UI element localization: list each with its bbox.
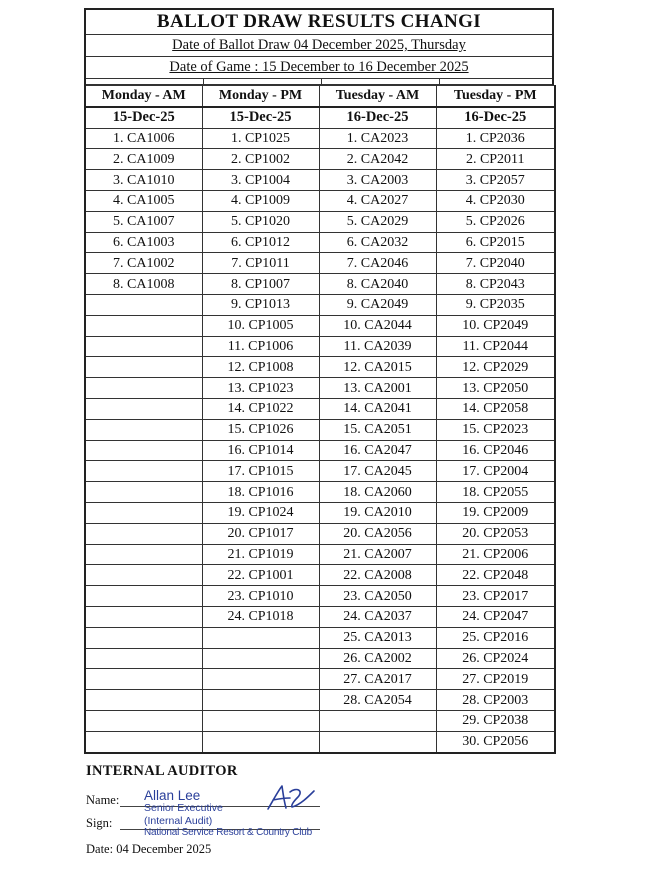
table-cell: 7. CP1011 — [202, 253, 319, 274]
table-cell: 12. CA2015 — [319, 357, 436, 378]
table-row — [85, 336, 555, 357]
table-row — [85, 565, 555, 586]
table-cell: 30. CP2056 — [436, 731, 555, 752]
table-cell — [85, 586, 202, 607]
table-cell: 9. CP1013 — [202, 294, 319, 315]
page-title: BALLOT DRAW RESULTS CHANGI — [86, 10, 552, 35]
table-cell: 13. CP1023 — [202, 378, 319, 399]
col-heading: Tuesday - PM — [436, 86, 555, 107]
table-cell: 15. CP1026 — [202, 419, 319, 440]
table-cell: 28. CA2054 — [319, 690, 436, 711]
table-cell: 25. CA2013 — [319, 627, 436, 648]
table-cell: 23. CA2050 — [319, 586, 436, 607]
table-cell — [202, 627, 319, 648]
table-row — [85, 294, 555, 315]
table-cell: 4. CP1009 — [202, 190, 319, 211]
table-cell: 2. CA1009 — [85, 149, 202, 170]
table-cell: 11. CA2039 — [319, 336, 436, 357]
table-cell: 17. CA2045 — [319, 461, 436, 482]
table-row — [85, 731, 555, 752]
name-label: Name: — [86, 793, 120, 807]
table-cell: 1. CA2023 — [319, 128, 436, 149]
table-cell: 13. CP2050 — [436, 378, 555, 399]
table-row — [85, 648, 555, 669]
table-cell — [85, 398, 202, 419]
table-cell — [85, 357, 202, 378]
col-heading: Tuesday - AM — [319, 86, 436, 107]
table-cell: 6. CP1012 — [202, 232, 319, 253]
table-cell: 8. CA1008 — [85, 274, 202, 295]
table-cell: 28. CP2003 — [436, 690, 555, 711]
table-cell — [85, 482, 202, 503]
col-date: 16-Dec-25 — [436, 107, 555, 128]
table-cell: 12. CP2029 — [436, 357, 555, 378]
table-cell: 13. CA2001 — [319, 378, 436, 399]
table-cell — [202, 690, 319, 711]
table-cell: 20. CA2056 — [319, 523, 436, 544]
table-cell: 16. CA2047 — [319, 440, 436, 461]
table-row — [85, 274, 555, 295]
table-cell: 18. CA2060 — [319, 482, 436, 503]
col-date: 15-Dec-25 — [202, 107, 319, 128]
table-cell: 27. CA2017 — [319, 669, 436, 690]
table-row — [85, 669, 555, 690]
table-cell — [202, 731, 319, 752]
table-cell: 20. CP1017 — [202, 523, 319, 544]
table-cell — [85, 440, 202, 461]
table-row — [85, 398, 555, 419]
table-cell: 15. CP2023 — [436, 419, 555, 440]
table-cell — [85, 336, 202, 357]
table-cell: 1. CP1025 — [202, 128, 319, 149]
table-cell: 17. CP1015 — [202, 461, 319, 482]
table-cell: 4. CA1005 — [85, 190, 202, 211]
table-cell: 21. CP2006 — [436, 544, 555, 565]
table-cell: 2. CP1002 — [202, 149, 319, 170]
results-table — [84, 85, 556, 754]
table-cell: 21. CA2007 — [319, 544, 436, 565]
table-cell — [85, 315, 202, 336]
table-cell: 17. CP2004 — [436, 461, 555, 482]
table-row — [85, 232, 555, 253]
table-cell — [85, 523, 202, 544]
table-cell: 14. CP2058 — [436, 398, 555, 419]
table-cell — [85, 544, 202, 565]
table-cell — [85, 710, 202, 731]
table-row — [85, 170, 555, 191]
table-cell: 20. CP2053 — [436, 523, 555, 544]
table-cell: 18. CP1016 — [202, 482, 319, 503]
table-cell: 16. CP2046 — [436, 440, 555, 461]
table-cell: 3. CP1004 — [202, 170, 319, 191]
table-row — [85, 190, 555, 211]
column-dates — [85, 107, 555, 128]
table-cell: 11. CP1006 — [202, 336, 319, 357]
table-cell — [85, 419, 202, 440]
table-cell: 7. CA2046 — [319, 253, 436, 274]
table-cell — [85, 565, 202, 586]
table-cell: 26. CP2024 — [436, 648, 555, 669]
table-cell: 24. CP1018 — [202, 606, 319, 627]
table-cell: 22. CA2008 — [319, 565, 436, 586]
table-row — [85, 378, 555, 399]
table-cell: 6. CP2015 — [436, 232, 555, 253]
table-row — [85, 461, 555, 482]
table-cell: 8. CA2040 — [319, 274, 436, 295]
table-row — [85, 253, 555, 274]
table-cell: 29. CP2038 — [436, 710, 555, 731]
stamp-dept: (Internal Audit) — [144, 815, 213, 827]
table-row — [85, 357, 555, 378]
table-cell: 5. CP1020 — [202, 211, 319, 232]
table-cell: 10. CA2044 — [319, 315, 436, 336]
results-body — [85, 128, 555, 752]
header-box — [84, 8, 554, 85]
table-cell — [202, 669, 319, 690]
table-cell — [85, 378, 202, 399]
table-cell: 4. CP2030 — [436, 190, 555, 211]
table-cell: 19. CP1024 — [202, 502, 319, 523]
sign-label: Sign: — [86, 816, 113, 830]
table-row — [85, 544, 555, 565]
table-cell: 2. CP2011 — [436, 149, 555, 170]
table-row — [85, 211, 555, 232]
table-row — [85, 690, 555, 711]
table-cell: 7. CP2040 — [436, 253, 555, 274]
table-cell: 8. CP1007 — [202, 274, 319, 295]
table-row — [85, 523, 555, 544]
column-headings — [85, 86, 555, 107]
table-row — [85, 419, 555, 440]
table-cell: 22. CP2048 — [436, 565, 555, 586]
col-date: 15-Dec-25 — [85, 107, 202, 128]
table-cell: 18. CP2055 — [436, 482, 555, 503]
table-cell: 3. CP2057 — [436, 170, 555, 191]
table-cell: 24. CA2037 — [319, 606, 436, 627]
stamp-name: Allan Lee — [144, 788, 201, 803]
table-cell: 15. CA2051 — [319, 419, 436, 440]
table-cell: 25. CP2016 — [436, 627, 555, 648]
auditor-heading: INTERNAL AUDITOR — [86, 763, 238, 779]
stamp-org: National Service Resort & Country Club — [144, 827, 313, 838]
table-cell: 24. CP2047 — [436, 606, 555, 627]
table-cell: 19. CA2010 — [319, 502, 436, 523]
table-cell — [85, 502, 202, 523]
signature-mark — [264, 783, 324, 813]
table-cell: 2. CA2042 — [319, 149, 436, 170]
table-row — [85, 710, 555, 731]
table-cell: 3. CA2003 — [319, 170, 436, 191]
table-row — [85, 606, 555, 627]
table-cell: 12. CP1008 — [202, 357, 319, 378]
table-cell — [319, 710, 436, 731]
draw-date: Date of Ballot Draw 04 December 2025, Thursday — [86, 35, 552, 57]
table-cell: 6. CA1003 — [85, 232, 202, 253]
table-cell — [85, 294, 202, 315]
table-cell: 11. CP2044 — [436, 336, 555, 357]
table-cell: 23. CP2017 — [436, 586, 555, 607]
table-cell: 9. CA2049 — [319, 294, 436, 315]
table-cell: 7. CA1002 — [85, 253, 202, 274]
table-cell: 10. CP1005 — [202, 315, 319, 336]
table-cell — [85, 461, 202, 482]
table-cell: 4. CA2027 — [319, 190, 436, 211]
table-row — [85, 149, 555, 170]
table-cell: 19. CP2009 — [436, 502, 555, 523]
table-row — [85, 440, 555, 461]
table-cell — [85, 669, 202, 690]
table-row — [85, 502, 555, 523]
table-cell — [319, 731, 436, 752]
table-cell: 1. CP2036 — [436, 128, 555, 149]
table-cell: 22. CP1001 — [202, 565, 319, 586]
ballot-document — [84, 8, 554, 754]
table-row — [85, 482, 555, 503]
table-cell: 27. CP2019 — [436, 669, 555, 690]
game-date: Date of Game : 15 December to 16 December 2025 — [86, 57, 552, 79]
table-cell: 26. CA2002 — [319, 648, 436, 669]
table-cell: 10. CP2049 — [436, 315, 555, 336]
table-cell: 23. CP1010 — [202, 586, 319, 607]
table-cell: 1. CA1006 — [85, 128, 202, 149]
table-cell — [85, 690, 202, 711]
table-cell: 8. CP2043 — [436, 274, 555, 295]
table-row — [85, 315, 555, 336]
col-heading: Monday - PM — [202, 86, 319, 107]
table-cell: 14. CA2041 — [319, 398, 436, 419]
table-cell — [85, 731, 202, 752]
table-row — [85, 128, 555, 149]
table-cell: 6. CA2032 — [319, 232, 436, 253]
table-cell: 14. CP1022 — [202, 398, 319, 419]
table-cell: 5. CA2029 — [319, 211, 436, 232]
date-label: Date: 04 December 2025 — [86, 842, 212, 856]
table-cell — [202, 710, 319, 731]
table-row — [85, 627, 555, 648]
col-date: 16-Dec-25 — [319, 107, 436, 128]
table-row — [85, 586, 555, 607]
table-cell — [202, 648, 319, 669]
table-cell: 5. CA1007 — [85, 211, 202, 232]
table-cell: 21. CP1019 — [202, 544, 319, 565]
table-cell — [85, 606, 202, 627]
table-cell: 16. CP1014 — [202, 440, 319, 461]
stamp-title: Senior Executive — [144, 802, 223, 814]
col-heading: Monday - AM — [85, 86, 202, 107]
table-cell — [85, 648, 202, 669]
table-cell: 9. CP2035 — [436, 294, 555, 315]
table-cell: 5. CP2026 — [436, 211, 555, 232]
table-cell — [85, 627, 202, 648]
table-cell: 3. CA1010 — [85, 170, 202, 191]
